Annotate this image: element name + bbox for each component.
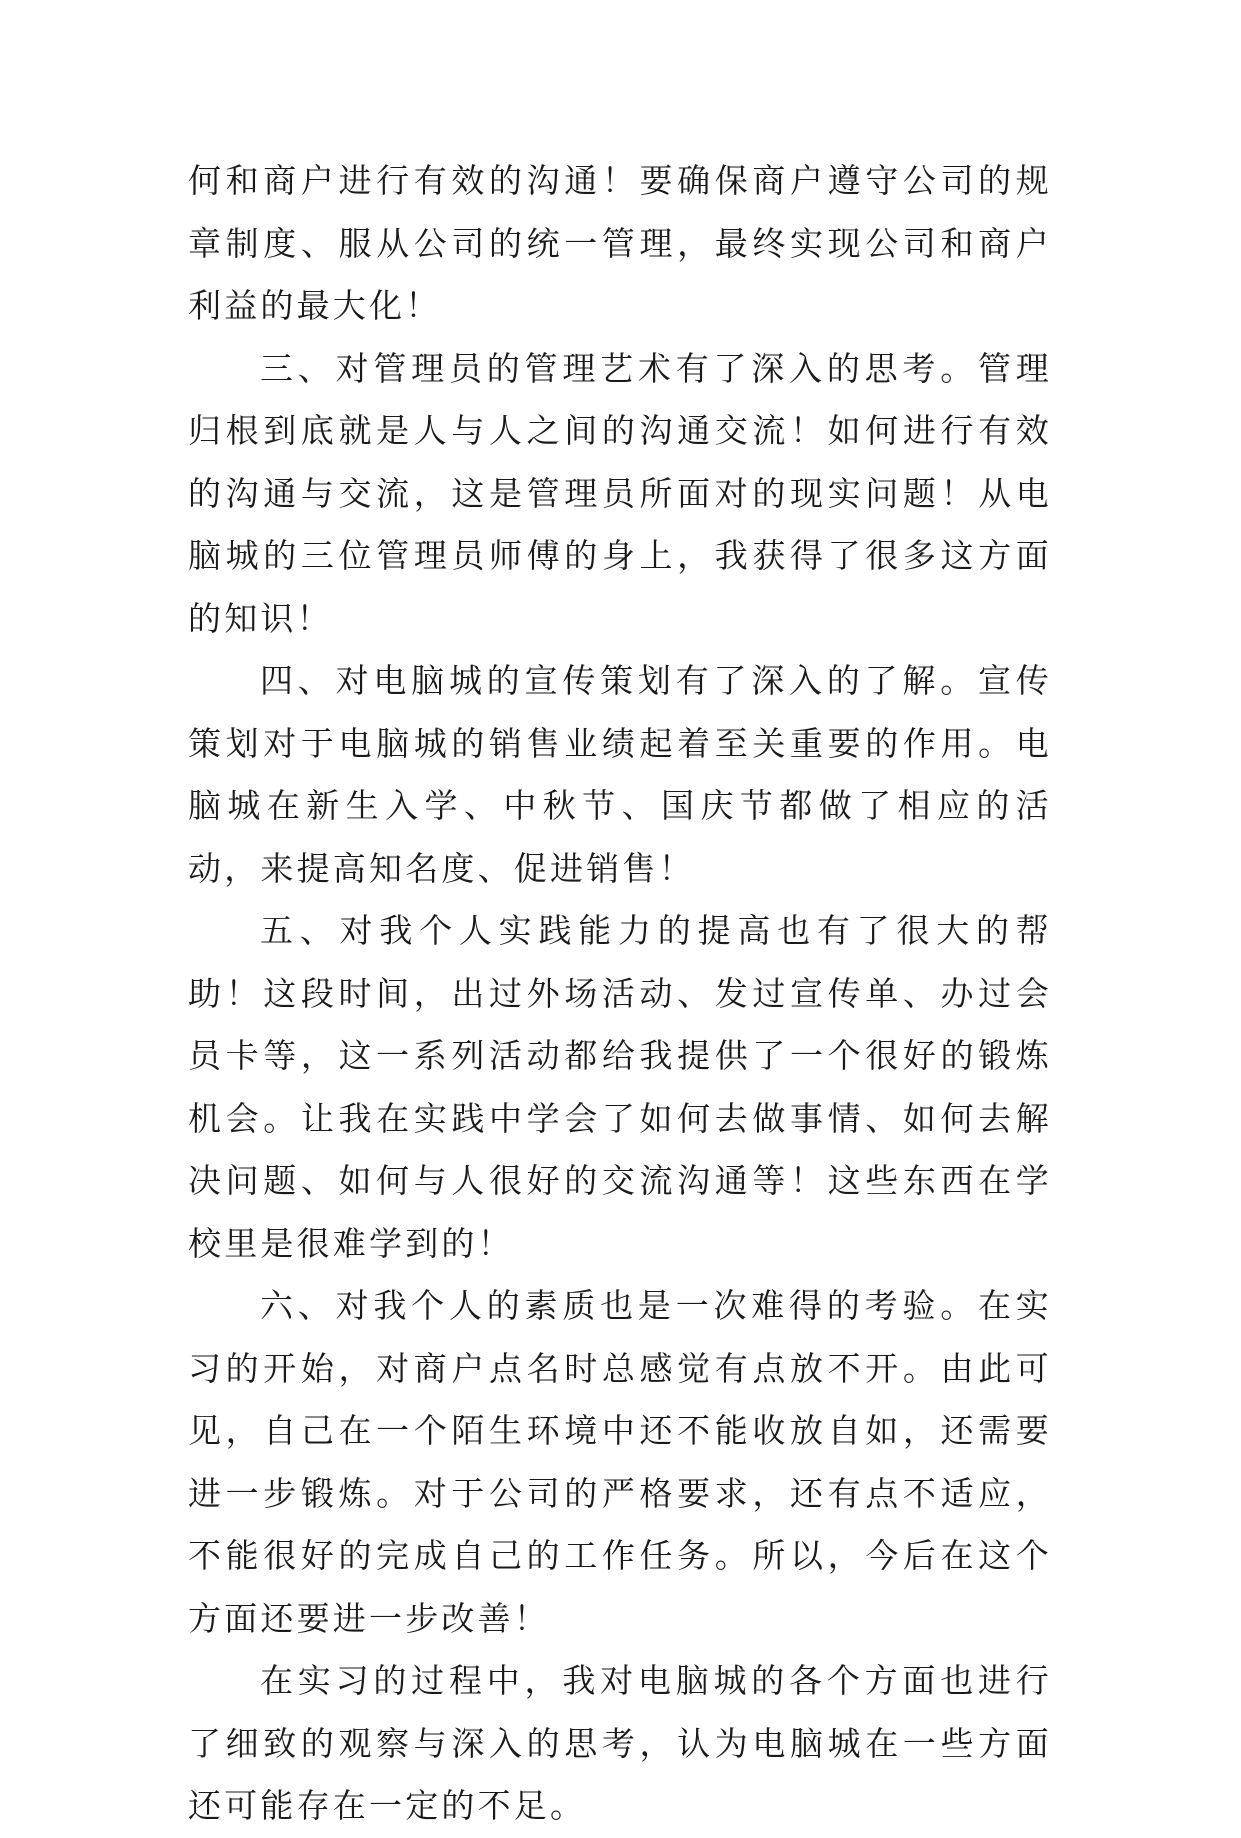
paragraph-continuation: 何和商户进行有效的沟通！要确保商户遵守公司的规章制度、服从公司的统一管理，最终实现公司和商户利益的最大化！: [188, 161, 1052, 325]
paragraph-section-three: 三、对管理员的管理艺术有了深入的思考。管理归根到底就是人与人之间的沟通交流！如何进行有效的沟通与交流，这是管理员所面对的现实问题！从电脑城的三位管理员师傅的身上，我获得了很多这方面的知识！: [188, 348, 1052, 638]
paragraph-observation: 在实习的过程中，我对电脑城的各个方面也进行了细致的观察与深入的思考，认为电脑城在一些方面还可能存在一定的不足。: [188, 1661, 1052, 1825]
paragraph-section-six: 六、对我个人的素质也是一次难得的考验。在实习的开始，对商户点名时总感觉有点放不开。由此可见，自己在一个陌生环境中还不能收放自如，还需要进一步锻炼。对于公司的严格要求，还有点不适应，不能很好的完成自己的工作任务。所以，今后在这个方面还要进一步改善！: [188, 1286, 1052, 1638]
document-body: [188, 150, 1052, 1838]
paragraph-section-five: 五、对我个人实践能力的提高也有了很大的帮助！这段时间，出过外场活动、发过宣传单、办过会员卡等，这一系列活动都给我提供了一个很好的锻炼机会。让我在实践中学会了如何去做事情、如何去解决问题、如何与人很好的交流沟通等！这些东西在学校里是很难学到的！: [188, 911, 1052, 1263]
paragraph-section-four: 四、对电脑城的宣传策划有了深入的了解。宣传策划对于电脑城的销售业绩起着至关重要的作用。电脑城在新生入学、中秋节、国庆节都做了相应的活动，来提高知名度、促进销售！: [188, 661, 1052, 888]
